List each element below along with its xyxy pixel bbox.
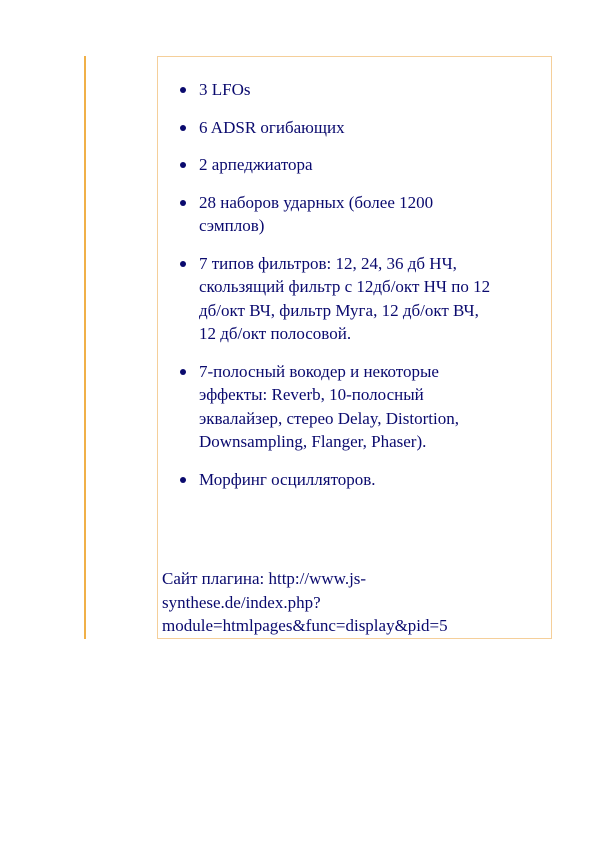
feature-text-line: дб/окт ВЧ, фильтр Муга, 12 дб/окт ВЧ,	[199, 300, 479, 320]
feature-text-line: 7 типов фильтров: 12, 24, 36 дб НЧ,	[199, 253, 457, 273]
left-vertical-rule	[84, 56, 86, 639]
site-text-line: Сайт плагина: http://www.js-	[162, 569, 367, 588]
feature-item	[180, 78, 530, 102]
site-text-line: module=htmlpages&func=display&pid=5	[162, 616, 448, 635]
feature-item	[180, 468, 530, 492]
feature-text-line: эффекты: Reverb, 10-полосный	[199, 385, 424, 404]
feature-text-line: 28 наборов ударных (более 1200	[199, 192, 434, 212]
feature-list	[180, 78, 530, 505]
feature-text-line: сэмплов)	[199, 216, 265, 235]
feature-item	[180, 191, 530, 238]
plugin-site-link	[162, 567, 547, 638]
feature-text-line: Downsampling, Flanger, Phaser).	[199, 432, 427, 451]
feature-text-line: 7-полосный вокодер и некоторые	[199, 361, 439, 381]
feature-text-line: эквалайзер, стерео Delay, Distortion,	[199, 408, 459, 428]
feature-text-line: скользящий фильтр с 12дб/окт НЧ по 12	[199, 277, 491, 296]
feature-item	[180, 153, 530, 177]
site-text-line: synthese.de/index.php?	[162, 592, 321, 612]
feature-text-line: 6 ADSR огибающих	[199, 117, 345, 137]
feature-item	[180, 252, 530, 346]
feature-text-line: Морфинг осцилляторов.	[199, 469, 376, 489]
feature-text-line: 3 LFOs	[199, 80, 251, 99]
feature-text-line: 12 дб/окт полосовой.	[199, 324, 352, 343]
content-box	[157, 56, 552, 639]
bullet-icon	[180, 369, 186, 375]
bullet-icon	[180, 125, 186, 131]
bullet-icon	[180, 162, 186, 168]
bullet-icon	[180, 87, 186, 93]
feature-text-line: 2 арпеджиатора	[199, 155, 313, 174]
feature-item	[180, 116, 530, 140]
bullet-icon	[180, 477, 186, 483]
bullet-icon	[180, 261, 186, 267]
feature-item	[180, 360, 530, 454]
bullet-icon	[180, 200, 186, 206]
